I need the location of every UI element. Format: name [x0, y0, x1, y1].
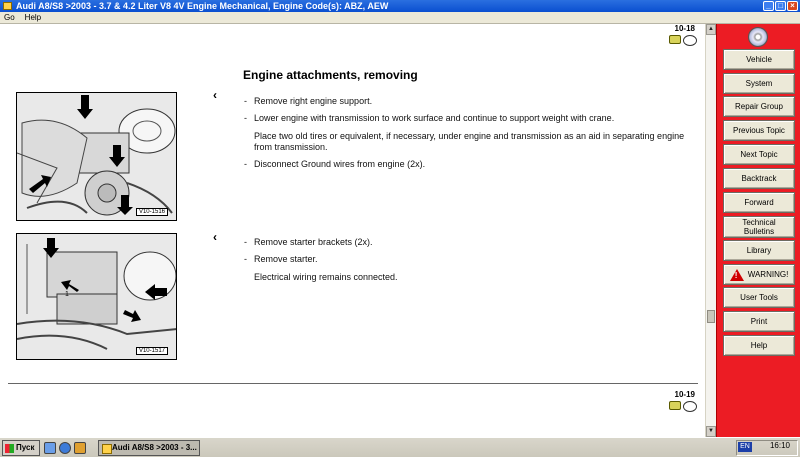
steps-list-1 — [244, 96, 694, 176]
scroll-up-arrow-icon[interactable]: ▲ — [706, 24, 716, 35]
step-text: Lower engine with transmission to work surface and continue to support weight with crane. — [254, 113, 615, 123]
engine-figure-1 — [16, 92, 177, 221]
navigation-sidebar — [716, 24, 800, 437]
step-text: Remove starter brackets (2x). — [254, 237, 373, 247]
scroll-down-arrow-icon[interactable]: ▼ — [706, 426, 716, 437]
scroll-thumb[interactable] — [707, 310, 715, 323]
engine-drawing-1 — [17, 93, 177, 221]
menu-bar — [0, 12, 800, 24]
figure-callout: 1 — [65, 291, 69, 298]
language-indicator[interactable]: EN — [738, 442, 752, 452]
page-number-bottom: 10-19 — [674, 390, 695, 399]
maximize-button[interactable]: □ — [775, 1, 786, 11]
previous-topic-button[interactable]: Previous Topic — [723, 120, 795, 141]
warning-label: WARNING! — [747, 270, 789, 279]
step-note: Electrical wiring remains connected. — [254, 272, 398, 282]
window-title: Audi A8/S8 >2003 - 3.7 & 4.2 Liter V8 4V Engine Mechanical, Engine Code(s): ABZ, AEW — [16, 1, 389, 11]
menu-help[interactable]: Help — [24, 13, 42, 22]
page-divider — [8, 383, 698, 384]
cd-disc-icon[interactable] — [748, 27, 768, 47]
repair-group-button[interactable]: Repair Group — [723, 96, 795, 117]
step-text: Remove starter. — [254, 254, 318, 264]
print-button[interactable]: Print — [723, 311, 795, 332]
step-item: - Lower engine with transmission to work surface and continue to support weight with crane. Place two old tires or equivalent, if necessary, under engine and transmission as an aid in separating engine from transmission. — [244, 113, 694, 153]
figure-label-2: V10-1517 — [136, 347, 168, 355]
save-disk-icon[interactable] — [669, 401, 681, 410]
engine-figure-2 — [16, 233, 177, 360]
step-item: - Remove starter. Electrical wiring remains connected. — [244, 254, 694, 283]
save-disk-icon[interactable] — [669, 35, 681, 44]
step-text: Disconnect Ground wires from engine (2x). — [254, 159, 426, 169]
technical-bulletins-button[interactable]: Technical Bulletins — [723, 216, 795, 238]
app-icon — [3, 2, 12, 10]
step-marker-icon: ‹ — [213, 88, 217, 102]
task-audi-window[interactable]: Audi A8/S8 >2003 - 3... — [98, 440, 200, 456]
browser-quicklaunch-icon[interactable] — [59, 442, 71, 454]
warning-button[interactable] — [723, 264, 795, 285]
step-note: Place two old tires or equivalent, if necessary, under engine and transmission as an aid in separating engine from transmission. — [254, 131, 685, 152]
minimize-button[interactable]: _ — [763, 1, 774, 11]
page-number-top: 10-18 — [674, 24, 695, 33]
vehicle-button[interactable]: Vehicle — [723, 49, 795, 70]
user-tools-button[interactable]: User Tools — [723, 287, 795, 308]
step-text: Remove right engine support. — [254, 96, 373, 106]
step-item: - Remove right engine support. — [244, 96, 373, 106]
steps-list-2 — [244, 237, 694, 289]
next-topic-button[interactable]: Next Topic — [723, 144, 795, 165]
figure-label-1: V10-1516 — [136, 208, 168, 216]
backtrack-button[interactable]: Backtrack — [723, 168, 795, 189]
vertical-scrollbar[interactable] — [705, 24, 716, 437]
media-quicklaunch-icon[interactable] — [74, 442, 86, 454]
section-heading: Engine attachments, removing — [243, 68, 418, 82]
warning-icon — [730, 269, 744, 281]
forward-button[interactable]: Forward — [723, 192, 795, 213]
comment-bubble-icon[interactable] — [683, 401, 697, 412]
start-button[interactable]: Пуск — [2, 440, 40, 456]
comment-bubble-icon[interactable] — [683, 35, 697, 46]
step-item: - Disconnect Ground wires from engine (2x). — [244, 159, 426, 169]
help-button[interactable]: Help — [723, 335, 795, 356]
close-button[interactable]: × — [787, 1, 798, 11]
menu-go[interactable]: Go — [4, 13, 15, 22]
window-titlebar — [0, 0, 800, 12]
document-view — [0, 24, 705, 437]
engine-drawing-2 — [17, 234, 177, 360]
taskbar — [0, 437, 800, 457]
system-button[interactable]: System — [723, 73, 795, 94]
library-button[interactable]: Library — [723, 240, 795, 261]
clock: 16:10 — [769, 441, 790, 450]
step-marker-icon: ‹ — [213, 230, 217, 244]
step-item: - Remove starter brackets (2x). — [244, 237, 373, 247]
desktop-quicklaunch-icon[interactable] — [44, 442, 56, 454]
